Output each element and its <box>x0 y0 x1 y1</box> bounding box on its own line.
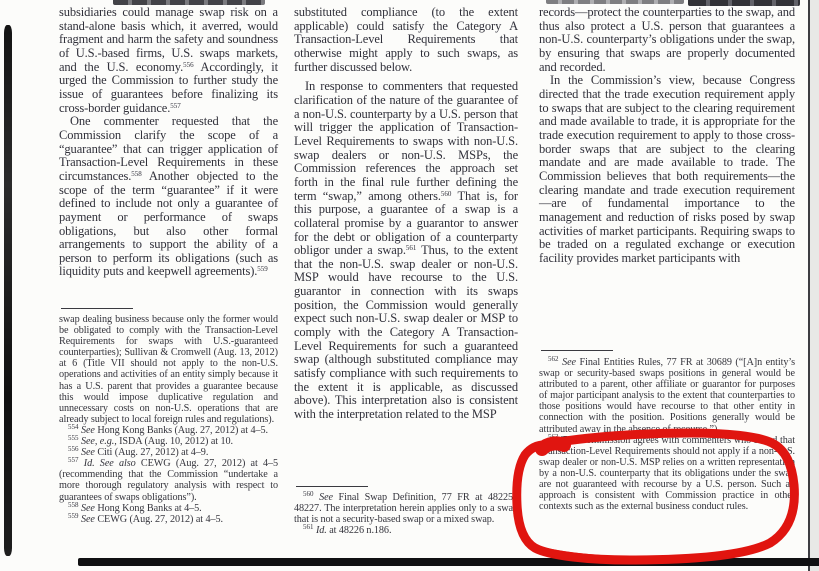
footnote-563: $^{563}$ The Commission agrees with commenters who stated that Transaction-Level Requirements should not apply if a non-U.S. swap dealer or non-U.S. MSP relies on a written representation by a non-U.S. counterparty that its obligations under the swap are not guaranteed with recourse by a U.S. person. Such an approach is consistent with Commission practice in other contexts such as the external business conduct rules. <box>539 432 795 513</box>
footnote-555: $^{555}$ See, e.g., ISDA (Aug. 10, 2012) at 10. <box>68 434 233 448</box>
footnote-number: 557 <box>68 456 79 465</box>
column-1-body <box>59 6 278 279</box>
footnote-number: 560 <box>303 490 314 498</box>
text-column-2 <box>294 0 518 571</box>
scan-right-margin <box>810 0 819 571</box>
column-2-body <box>294 6 518 422</box>
text-column-1 <box>59 0 278 571</box>
column-2-footnotes <box>294 492 518 536</box>
body-paragraph: records—protect the counterparties to the swap, and thus also protect a U.S. person that guarantees a non-U.S. counterparty’s obligations under the swap, by ensuring that swaps are properly documented and recorded. <box>539 5 795 74</box>
body-paragraph: subsidiaries could manage swap risk on a stand-alone basis which, it averred, would fragment and harm the safety and soundness of U.S.-based firms, U.S. swaps markets, and the U.S. economy.$^{556}$ Accordingly, it urged the Commission to further study the issue of guarantees before finalizing its cross-border guidance.$^{557}$ <box>59 5 278 115</box>
footnote-558: $^{558}$ See Hong Kong Banks at 4–5. <box>68 500 202 514</box>
footnote-continuation: swap dealing business because only the former would be obligated to comply with the Transaction-Level Requirements for swaps with U.S.-guaranteed counterparties); Sullivan & Cromwell (Aug. 13, 2012) at 6 (Title VII should not apply to the non-U.S. operations and activities of an entity simply because it has a U.S. parent that provides a guarantee because this would impose duplicative regulation and unnecessary costs on non-U.S. operations that are already subject to local foreign rules and regulations). <box>59 314 278 425</box>
footnote-number: 561 <box>303 523 314 532</box>
scan-bottom-edge-shadow <box>78 558 819 566</box>
footnote-separator <box>296 486 368 487</box>
column-3-footnotes <box>539 357 795 512</box>
body-paragraph: In the Commission’s view, because Congress directed that the trade execution requirement apply to swaps that are subject to the clearing requirement and made available to trade, it is appropriate for the trade execution requirement to apply to those cross-border swaps that are subject to the clearing mandate and are made available to trade. The Commission believes that both requirements—the clearing mandate and trade execution requirement—are of fundamental importance to the management and reduction of risks posed by swap activities of market participants. Requiring swaps to be traded on a regulated exchange or execution facility provides market participants with <box>539 73 795 265</box>
footnote-554: $^{554}$ See Hong Kong Banks (Aug. 27, 2012) at 4–5. <box>68 422 268 436</box>
footnote-number: 555 <box>68 434 79 443</box>
footnote-number: 562 <box>548 355 559 363</box>
footnote-557: $^{557}$ Id. See also CEWG (Aug. 27, 2012) at 4–5 (recommending that the Commission “undertake a more thorough regulatory analysis with respect to guarantees of swaps obligations”). <box>59 456 279 503</box>
page-right-border <box>808 0 810 571</box>
footnote-separator <box>541 350 613 351</box>
footnote-556: $^{556}$ See Citi (Aug. 27, 2012) at 4–9. <box>68 445 209 459</box>
text-column-3 <box>539 0 795 571</box>
column-1-footnotes <box>59 314 278 525</box>
footnote-number: 554 <box>68 422 79 431</box>
footnote-560: $^{560}$ See Final Swap Definition, 77 FR at 48225–48227. The interpretation herein applies only to a swap that is not a security-based swap or a mixed swap. <box>294 490 518 526</box>
scan-left-edge-shadow <box>4 25 12 556</box>
body-paragraph: substituted compliance (to the extent applicable) could satisfy the Category A Transaction-Level Requirements that otherwise might apply to such swaps, as further discussed below. <box>294 5 518 74</box>
footnote-559: $^{559}$ See CEWG (Aug. 27, 2012) at 4–5. <box>68 511 223 525</box>
footnote-562: $^{562}$ See Final Entities Rules, 77 FR at 30689 (“[A]n entity’s swap or security-based swaps positions in general would be attributed to a parent, other affiliate or guarantor for purposes of major participant analysis to the extent that counterparties to those positions would have recourse to that other entity in connection with the position. Positions generally would be attributed away in the absence of recourse.”). <box>539 355 795 435</box>
body-paragraph: In response to commenters that requested clarification of the nature of the guarantee of a non-U.S. counterparty by a U.S. person that will trigger the application of Transaction-Level Requirements to swaps with non-U.S. swap dealers or non-U.S. MSPs, the Commission references the approach set forth in the final rule further defining the term “swap,” among others.$^{560}$ That is, for this purpose, a guarantee of a swap is a collateral promise by a guarantor to answer for the debt or obligation of a counterparty obligor under a swap.$^{561}$ Thus, to the extent that the non-U.S. swap dealer or non-U.S. MSP would have recourse to the U.S. guarantor in connection with its swaps position, the Commission would generally expect such non-U.S. swap dealer or MSP to comply with the Category A Transaction-Level Requirements for such a guaranteed swap (although substituted compliance may satisfy compliance with such requirements to the extent it is applicable, as discussed above). This interpretation also is consistent with the interpretation related to the MSP <box>294 79 518 422</box>
footnote-separator <box>61 308 133 309</box>
footnote-number: 563 <box>548 432 559 441</box>
body-paragraph: One commenter requested that the Commission clarify the scope of a “guarantee” that can trigger application of Transaction-Level Requirements in these circumstances.$^{558}$ Another objected to the scope of the term “guarantee” if it were defined to include not only a guarantee of payment or performance of swaps obligations, but also other formal arrangements to support the ability of a person to perform its obligations (such as liquidity puts and keepwell agreements).$^{559}$ <box>59 114 278 279</box>
footnote-561: $^{561}$ Id. at 48226 n.186. <box>303 523 392 537</box>
column-3-body <box>539 6 795 265</box>
footnote-number: 559 <box>68 511 79 520</box>
footnote-number: 558 <box>68 500 79 509</box>
footnote-number: 556 <box>68 445 79 454</box>
